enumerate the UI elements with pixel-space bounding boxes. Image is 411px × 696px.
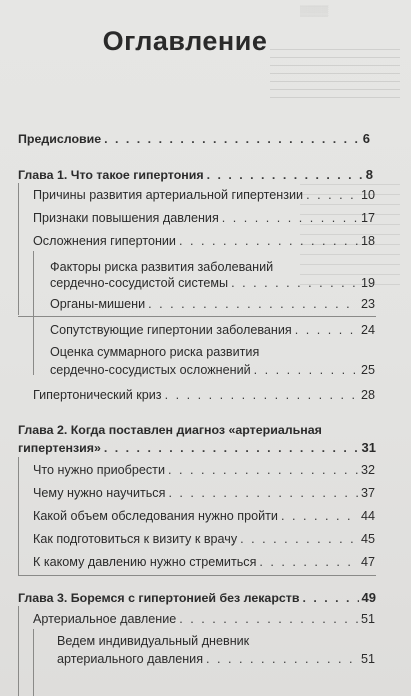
toc-entry-chapter-1[interactable]: Глава 1. Что такое гипертония . . . 8 — [18, 165, 373, 185]
page-number: 45 — [360, 532, 375, 546]
page-number: 23 — [360, 297, 375, 311]
page-number: 51 — [360, 612, 375, 626]
page-number: 37 — [360, 486, 375, 500]
page-number: 31 — [361, 440, 376, 455]
leader-dots — [206, 650, 358, 669]
page-number: 49 — [361, 590, 376, 605]
leader-dots — [179, 232, 358, 251]
leader-dots — [254, 361, 358, 380]
page-number: 24 — [360, 323, 375, 337]
toc-entry-complications[interactable]: Осложнения гипертонии . . . 18 — [33, 232, 375, 251]
page-number: 25 — [360, 363, 375, 377]
leader-dots — [104, 439, 359, 458]
show-through-text: ▒▒▒▒ — [300, 6, 329, 17]
leader-dots — [306, 186, 358, 205]
page-number: 51 — [360, 652, 375, 666]
page-title: Оглавление — [102, 26, 268, 56]
toc-entry-learn[interactable]: Чему нужно научиться . . . 37 — [33, 484, 375, 503]
toc-entry-symptoms[interactable]: Признаки повышения давления . . . 17 — [33, 209, 375, 228]
leader-dots — [231, 274, 358, 293]
toc-entry-causes[interactable]: Причины развития артериальной гипертензии . . . 10 — [33, 186, 375, 205]
leader-dots — [222, 209, 358, 228]
page-number: 10 — [360, 188, 375, 202]
toc-entry-blood-pressure[interactable]: Артериальное давление . . . 51 — [33, 610, 375, 629]
book-page: ▒▒▒▒ Оглавление Предисловие . . . 6 Глава 1. Что такое гипертония . . . 8 Причины развития артериальной гипертензии . . . 10 Признаки повышения давления . . . 17 Осложнения гипертонии . . . 18 Факторы риска развития заболеваний сердечно-сосудистой системы . . . 19 Органы-мишени . . . 23 Сопутствующие гипертонии заболевания . . . 24 Оценка суммарного риска развития сердечно-сосудистых осложнений . . . 25 Гипертонический криз . . . 28 Глава 2. Когда поставлен диагноз «артериальная гипертензия» . . . 31 Что нужно приобрести . . . 32 Чему нужно научиться . . . 37 Какой объем обследования нужно пройти . . . 44 Как подготовиться к визиту к врачу . . . 45 К какому давлению нужно стремиться . . . 47 Глава 3. Боремся с гипертонией без лекарств . . . 49 Артериальное давление . . . 51 Ведем индивидуальный дневник артериального давления . . . 51 — [0, 0, 411, 696]
leader-dots — [179, 610, 358, 629]
page-number: 19 — [360, 276, 375, 290]
toc-entry-target-pressure[interactable]: К какому давлению нужно стремиться . . . 47 — [33, 553, 375, 572]
leader-dots — [259, 553, 358, 572]
toc-entry-target-organs[interactable]: Органы-мишени . . . 23 — [50, 295, 375, 314]
leader-dots — [168, 461, 358, 480]
leader-dots — [165, 386, 358, 405]
page-number: 8 — [365, 167, 373, 182]
page-number: 44 — [360, 509, 375, 523]
toc-entry-crisis[interactable]: Гипертонический криз . . . 28 — [33, 386, 375, 405]
leader-dots — [295, 321, 358, 340]
leader-dots — [104, 130, 360, 149]
page-number: 17 — [360, 211, 375, 225]
leader-dots — [281, 507, 358, 526]
leader-dots — [240, 530, 358, 549]
toc-entry-acquire[interactable]: Что нужно приобрести . . . 32 — [33, 461, 375, 480]
page-number: 47 — [360, 555, 375, 569]
page-number: 18 — [360, 234, 375, 248]
toc-entry-comorbidities[interactable]: Сопутствующие гипертонии заболевания . . . 24 — [50, 321, 375, 340]
toc-entry-doctor-visit[interactable]: Как подготовиться к визиту к врачу . . . 45 — [33, 530, 375, 549]
toc-entry-preface[interactable]: Предисловие . . . 6 — [18, 129, 370, 149]
page-number: 28 — [360, 388, 375, 402]
page-number: 32 — [360, 463, 375, 477]
toc-entry-examination[interactable]: Какой объем обследования нужно пройти . . . 44 — [33, 507, 375, 526]
leader-dots — [168, 484, 358, 503]
page-number: 6 — [362, 131, 370, 146]
leader-dots — [148, 295, 358, 314]
chapter-2-frame-bottom — [18, 575, 376, 576]
toc-entry-chapter-3[interactable]: Глава 3. Боремся с гипертонией без лекарств . . . 49 — [18, 588, 376, 608]
